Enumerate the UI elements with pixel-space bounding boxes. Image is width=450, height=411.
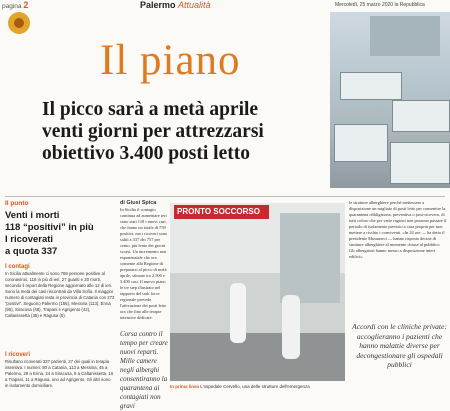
right-pull-quote: Accordi con le cliniche private: accoglieranno i pazienti che hanno malattie diverse per decongestionare gli ospedali pubblici (352, 322, 447, 369)
contagi-title: I contagi (5, 264, 30, 270)
pull-quote: Corsa contro il tempo per creare nuovi reparti. Mille camere negli alberghi consentiranno la quarantena ai contagiati non gravi (120, 330, 168, 410)
headline-line-1: Il picco sarà a metà aprile (42, 99, 259, 120)
emergency-room-photo (170, 203, 345, 381)
sidebar-label: Il punto (5, 200, 29, 207)
hospital-beds-photo (330, 12, 450, 188)
ricoveri-text: Risultano ricoverati 337 pazienti, 27 dei quali in terapia intensiva. I numeri: 80 a Catania, 113 a Messina, 45 a Palermo, 29 a Enna, 24 a Siracusa, 8 a Caltanissetta, 16 a Trapani, 11 a Ragusa, uno ad Agrigento. Gli altri sono in isolamento domiciliare. (5, 359, 114, 388)
ricoveri-title: I ricoveri (5, 352, 31, 358)
photo-caption: In prima linea L'ospedale Cervello, una delle strutture dell'emergenza (170, 384, 310, 389)
dateline: Mercoledì, 25 marzo 2020 la Repubblica (335, 2, 425, 8)
contagi-text: In Sicilia attualmente ci sono 759 persone positive al coronavirus, 118 in più di ieri, 27 guariti e 20 morti, secondo il report della Regione aggiornato alle 12 di ieri. Sono la metà dei casi riscontrati da Villa Sofia. Il maggior numero di contagiati resta in provincia di Catania con 273 “positivi”. Seguono Palermo (155), Messina (113), Enna (95), Siracusa (48), Trapani e Agrigento (42), Caltanissetta (35) e Ragusa (6). (5, 271, 115, 318)
divider (5, 196, 445, 197)
sidebar-headline-2: 118 “positivi” in più (5, 222, 94, 233)
city-logo-icon (8, 12, 30, 34)
sidebar-headline-1: Venti i morti (5, 210, 60, 221)
sidebar-headline-3: I ricoverati (5, 234, 54, 245)
section-title: Palermo Attualità (140, 0, 211, 10)
headline-line-3: obiettivo 3.400 posti letto (42, 143, 250, 164)
right-article-body: le strutture alberghiere perché mettessero a disposizione un migliaio di posti letto per consentire la quarantena obbligatoria, preventiva o post-ricovero, di tutti coloro che per varie ragioni non possono passare il periodo di isolamento previsto a casa propria per non mettere a rischio i conviventi. «In 24 ore — ha detto il presidente Musumeci — hanno risposto decine di strutture alberghiere al momento chiuse al pubblico. Gli albergatori hanno messo a disposizione interi edifici». (349, 200, 447, 259)
page-number: pagina 2 (2, 0, 29, 10)
kicker-title: Il piano (100, 37, 241, 84)
byline: di Giusi Spica (120, 200, 157, 206)
headline-line-2: venti giorni per attrezzarsi (42, 121, 264, 142)
article-body: In Sicilia il contagio continua ad aumentare ieri sono stati 118 i nuovi casi, che fanno un totale di 759 positivi, ma i ricoveri sono saliti a 337 dei 757 per cento, più lento dei giorni scorsi. Un incremento non esponenziale che ora consente alla Regione di prepararsi al picco di metà aprile, stimato tra 2.500 e 3.400 casi. Il nuovo piano le tre step illustrato nel rapporto del task force regionale prevede l'attivazione dei posti letto ora che fino alle terapie intensive dedicate. (120, 207, 168, 320)
page-header (0, 0, 450, 8)
sidebar-headline-4: a quota 337 (5, 246, 58, 257)
pronto-soccorso-sign: PRONTO SOCCORSO (174, 205, 269, 219)
